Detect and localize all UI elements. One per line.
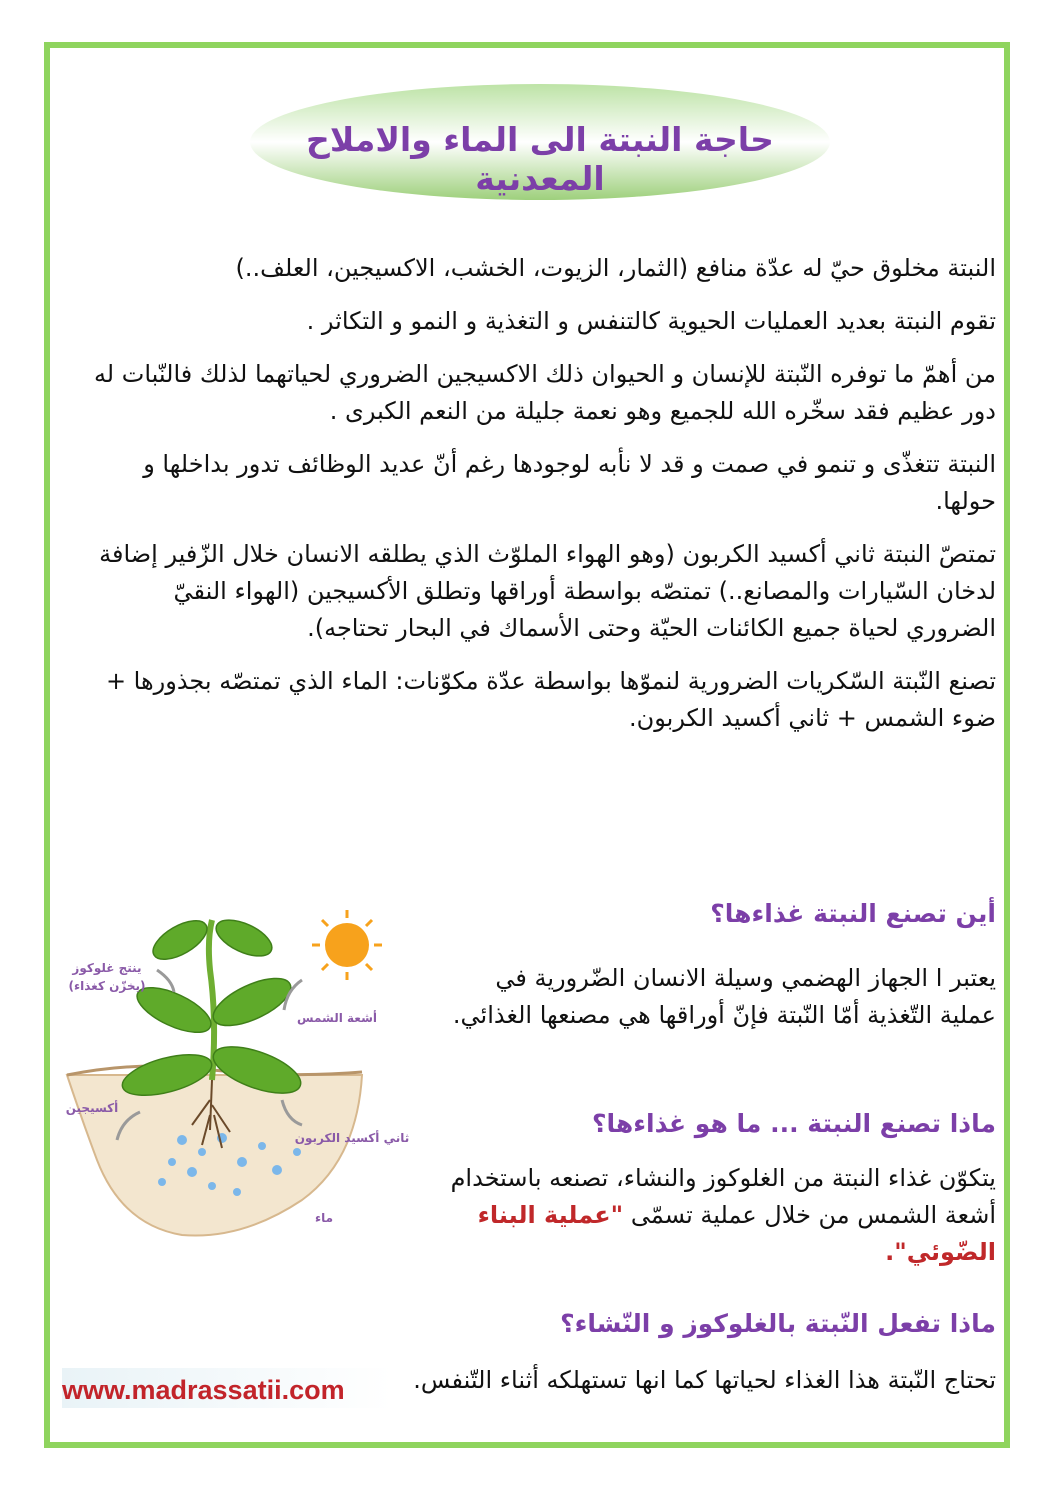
label-oxygen: أكسيجين	[65, 1101, 119, 1115]
answer-2-body: يتكوّن غذاء النبتة من الغلوكوز والنشاء، تصنعه باستخدام أشعة الشمس من خلال عملية تسمّى	[450, 1164, 996, 1229]
label-co2: ثاني أكسيد الكربون	[294, 1131, 410, 1145]
answer-2-text	[436, 1160, 996, 1271]
label-sun: أشعة الشمس	[297, 1011, 377, 1025]
answer-1-text: يعتبر ا الجهاز الهضمي وسيلة الانسان الضّرورية في عملية التّغذية أمّا النّبتة فإنّ أوراقها هي مصنعها الغذائي.	[452, 964, 996, 1029]
photosynthesis-term: "عملية البناء الضّوئي".	[477, 1201, 996, 1266]
sun-icon	[312, 910, 382, 980]
page-title: حاجة النبتة الى الماء والاملاح المعدنية	[306, 120, 774, 198]
answer-3-text: تحتاج النّبتة هذا الغذاء لحياتها كما انها تستهلكه أثناء التّنفس.	[413, 1366, 996, 1394]
question-2-wrap	[436, 1105, 996, 1142]
question-2-heading: ماذا تصنع النبتة ... ما هو غذاءها؟	[592, 1109, 996, 1138]
label-glucose-2: (يخزّن كغذاء)	[68, 979, 146, 993]
paragraph-5: تمتصّ النبتة ثاني أكسيد الكربون (وهو الهواء الملوّث الذي يطلقه الانسان خلال الزّفير إضافة لدخان السّيارات والمصانع..) تمتصّه بواسطة أوراقها وتطلق الأكسيجين (الهواء النقيّ الضروري لحياة جميع الكائنات الحيّة وحتى الأسماك في البحار تحتاجه).	[99, 540, 996, 642]
plant-diagram	[62, 900, 437, 1320]
label-glucose-1: ينتج غلوكوز	[72, 961, 142, 975]
answer-2	[436, 1160, 996, 1271]
paragraph-2: تقوم النبتة بعديد العمليات الحيوية كالتنفس و التغذية و النمو و التكاثر .	[306, 307, 996, 335]
question-3-heading: ماذا تفعل النّبتة بالغلوكوز و النّشاء؟	[560, 1309, 996, 1338]
intro-section	[78, 250, 996, 737]
answer-1	[436, 960, 996, 1034]
paragraph-6: تصنع النّبتة السّكريات الضرورية لنموّها بواسطة عدّة مكوّنات: الماء الذي تمتصّه بجذورها + ضوء الشمس + ثاني أكسيد الكربون.	[105, 667, 996, 732]
site-url[interactable]: www.madrassatii.com	[62, 1375, 345, 1405]
paragraph-3: من أهمّ ما توفره النّبتة للإنسان و الحيوان ذلك الاكسيجين الضروري لحياتهما لذلك فالنّبات له دور عظيم فقد سخّره الله للجميع وهو نعمة جليلة من النعم الكبرى .	[93, 360, 996, 425]
paragraph-4: النبتة تتغذّى و تنمو في صمت و قد لا نأبه لوجودها رغم أنّ عديد الوظائف تدور بداخلها و حولها.	[143, 450, 996, 515]
label-water: ماء	[314, 1211, 334, 1225]
question-1-heading: أين تصنع النبتة غذاءها؟	[710, 899, 996, 928]
title-banner	[245, 82, 835, 202]
plant-illustration	[62, 900, 437, 1320]
paragraph-1: النبتة مخلوق حيّ له عدّة منافع (الثمار، الزيوت، الخشب، الاكسيجين، العلف..)	[235, 254, 996, 282]
